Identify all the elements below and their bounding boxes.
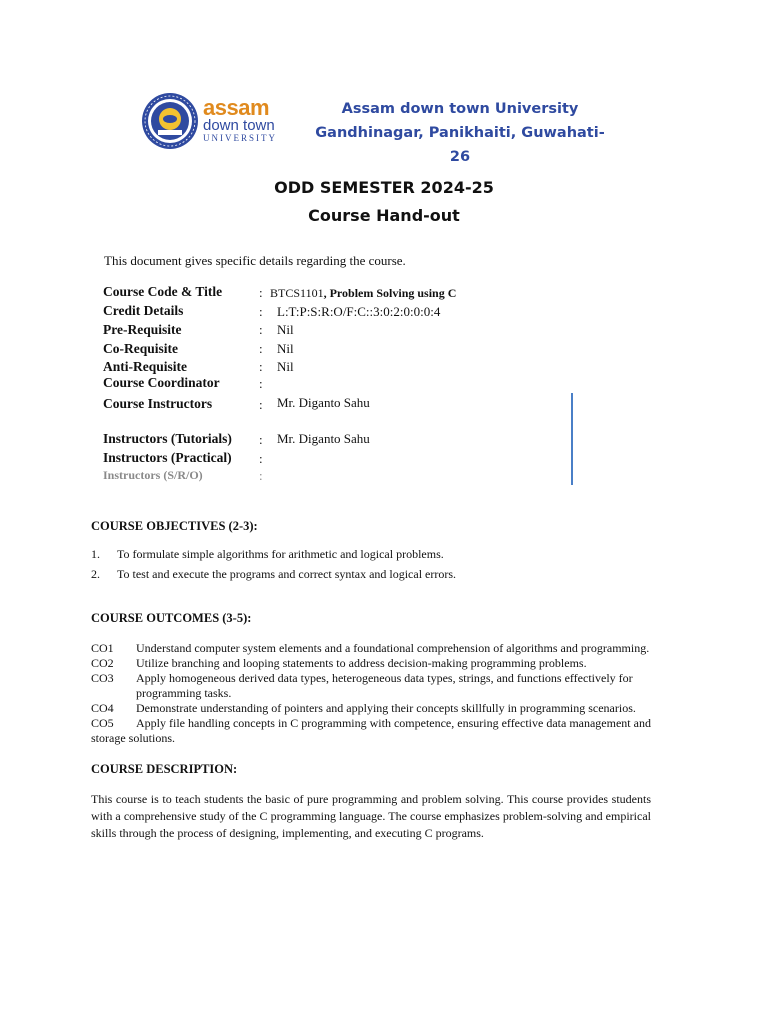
instructors-practical-label: Instructors (Practical) [103,450,232,465]
course-coordinator-label: Course Coordinator [103,375,220,390]
corequisite-value: Nil [277,341,294,356]
outcome-text: Understand computer system elements and a foundational comprehension of algorithms and programming. [136,641,650,655]
outcome-id: CO3 [91,671,114,685]
university-wordmark-logo [203,97,283,147]
intro-text: This document gives specific details regarding the course. [104,253,406,268]
university-address: Gandhinagar, Panikhaiti, Guwahati-26 [315,125,605,165]
course-instructors-value: Mr. Diganto Sahu [277,395,370,410]
colon: : [259,341,263,356]
description-heading: COURSE DESCRIPTION: [91,762,238,776]
wordmark-assam: assam [203,95,270,120]
colon: : [259,451,263,466]
prerequisite-label: Pre-Requisite [103,322,182,337]
antirequisite-value: Nil [277,359,294,374]
outcome-text: Demonstrate understanding of pointers and applying their concepts skillfully in programming scenarios. [136,701,636,715]
course-code: BTCS1101 [270,286,324,300]
outcome-text: Apply file handling concepts in C programming with competence, ensuring effective data management and [136,716,651,730]
university-name: Assam down town University [341,101,579,117]
course-title: , Problem Solving using C [323,286,457,300]
course-code-label: Course Code & Title [103,284,223,299]
credit-details-label: Credit Details [103,303,184,318]
wordmark-down-town: down town [203,117,275,134]
objective-number: 1. [91,547,100,561]
objective-number: 2. [91,567,100,581]
colon: : [259,432,263,447]
instructors-tutorials-label: Instructors (Tutorials) [103,431,232,446]
credit-details-value: L:T:P:S:R:O/F:C::3:0:2:0:0:0:4 [277,304,441,319]
instructors-sro-label: Instructors (S/R/O) [103,468,203,482]
instructors-tutorials-value: Mr. Diganto Sahu [277,431,370,446]
wordmark-university: UNIVERSITY [203,133,277,143]
colon: : [259,359,263,374]
colon: : [259,322,263,337]
objective-text: To formulate simple algorithms for arithmetic and logical problems. [117,547,444,561]
outcomes-heading: COURSE OUTCOMES (3-5): [91,611,252,625]
outcome-id: CO1 [91,641,114,655]
course-code-value [270,286,456,301]
outcome-id: CO2 [91,656,114,670]
course-instructors-label: Course Instructors [103,396,213,411]
handout-title: Course Hand-out [308,206,460,225]
outcome-id: CO5 [91,716,114,730]
university-header [310,97,610,169]
semester-title: ODD SEMESTER 2024-25 [274,178,494,197]
outcome-continuation: storage solutions. [91,731,175,745]
university-seal-logo [141,92,199,150]
outcome-text: Apply homogeneous derived data types, heterogeneous data types, strings, and functions effectively for programming tasks. [136,671,633,700]
colon: : [259,376,263,391]
prerequisite-value: Nil [277,322,294,337]
text-cursor-line [571,393,573,485]
antirequisite-label: Anti-Requisite [103,359,187,374]
colon: : [259,468,263,483]
outcome-id: CO4 [91,701,114,715]
colon: : [259,397,263,412]
objective-text: To test and execute the programs and correct syntax and logical errors. [117,567,457,581]
corequisite-label: Co-Requisite [103,341,178,356]
objectives-heading: COURSE OBJECTIVES (2-3): [91,519,258,533]
colon: : [259,285,263,300]
description-text: This course is to teach students the basic of pure programming and problem solving. This course provides students with a comprehensive study of the C programming language. The course emphasizes problem-solving and empirical skills through the process of designing, implementing, and executing C programs. [91,792,651,840]
colon: : [259,304,263,319]
outcome-text: Utilize branching and looping statements to address decision-making programming problems. [136,656,587,670]
